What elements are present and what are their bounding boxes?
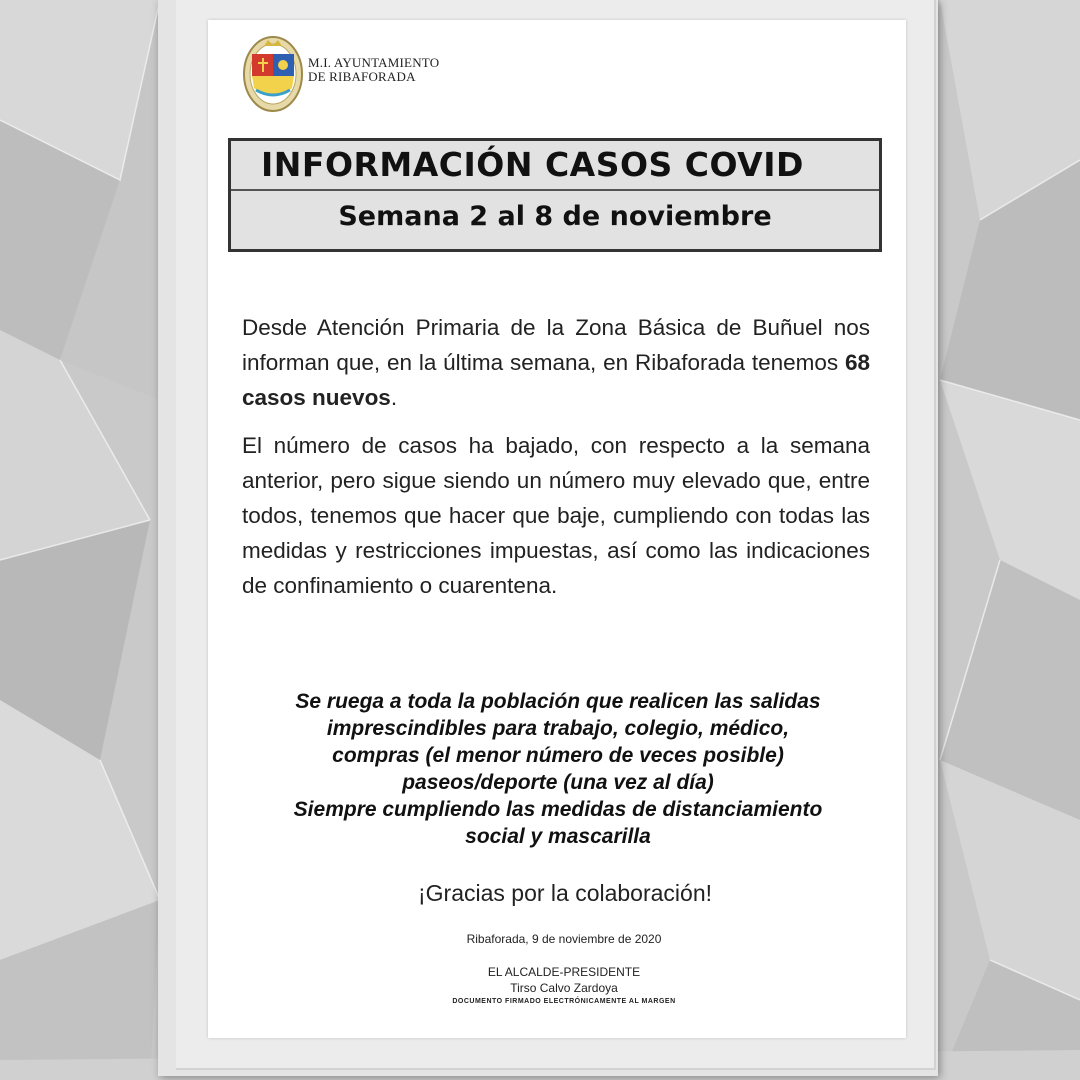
notice-line: social y mascarilla xyxy=(465,825,651,848)
organization-name xyxy=(308,56,439,84)
notice-line: compras (el menor número de veces posible) xyxy=(332,744,784,767)
notice-line: paseos/deporte (una vez al día) xyxy=(402,771,714,794)
title-box xyxy=(228,138,882,252)
notice-line: Se ruega a toda la población que realicen las salidas xyxy=(295,690,821,713)
page-subtitle: Semana 2 al 8 de noviembre xyxy=(338,201,772,232)
paragraph1-text: Desde Atención Primaria de la Zona Básica de Buñuel nos informan que, en la última semana, en Ribaforada tenemos xyxy=(242,315,870,375)
signature-role: EL ALCALDE-PRESIDENTE xyxy=(487,965,641,979)
notice-line: imprescindibles para trabajo, colegio, médico, xyxy=(326,717,790,740)
paragraph-trend: El número de casos ha bajado, con respecto a la semana anterior, pero sigue siendo un número muy elevado que, entre todos, tenemos que hacer que baje, cumpliendo con todas las medidas y restricciones impuestas, así como las indicaciones de confinamiento o cuarentena. xyxy=(242,433,870,598)
thanks-text: ¡Gracias por la colaboración! xyxy=(417,880,713,906)
date-line: Ribaforada, 9 de noviembre de 2020 xyxy=(466,932,662,946)
paragraph1-end: . xyxy=(390,385,398,410)
organization-name-line2: DE RIBAFORADA xyxy=(308,69,416,84)
notice-line: Siempre cumpliendo las medidas de distanciamiento xyxy=(293,798,823,821)
page-title: INFORMACIÓN CASOS COVID xyxy=(261,145,804,184)
notice-block xyxy=(238,688,878,850)
signature-block xyxy=(208,964,906,1008)
paragraph-new-cases xyxy=(242,310,870,415)
document-page xyxy=(208,20,906,1038)
coat-of-arms-icon xyxy=(242,34,304,114)
new-cases-count: 68 casos nuevos xyxy=(242,350,870,410)
signature-note: DOCUMENTO FIRMADO ELECTRÓNICAMENTE AL MARGEN xyxy=(452,998,676,1005)
organization-name-line1: M.I. AYUNTAMIENTO xyxy=(308,55,440,70)
signature-name: Tirso Calvo Zardoya xyxy=(510,981,618,995)
